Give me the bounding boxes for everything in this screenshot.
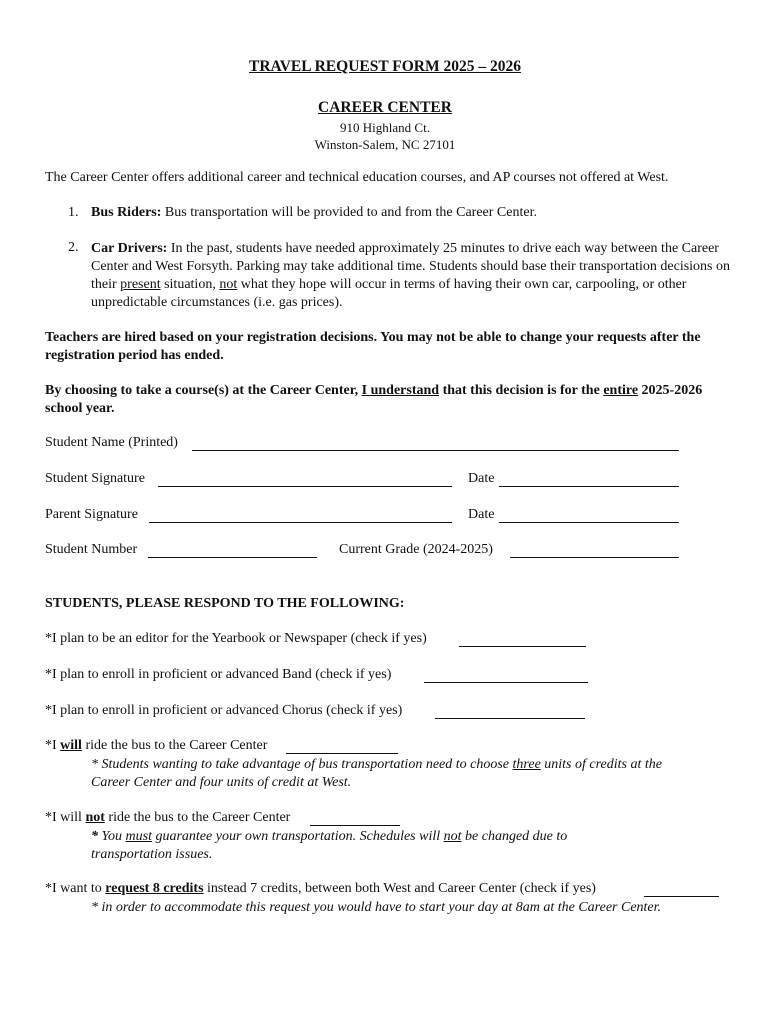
bus-not-b: ride the bus to the Career Center — [104, 810, 291, 825]
date-1-field[interactable] — [499, 486, 679, 487]
student-signature-field[interactable] — [158, 486, 452, 487]
band-check-field[interactable] — [424, 682, 588, 683]
credits-emphasis: request 8 credits — [105, 881, 204, 896]
current-grade-label: Current Grade (2024-2025) — [339, 542, 493, 557]
bus-not-note-star: * — [91, 829, 98, 844]
bus-not-note-a: You — [98, 829, 126, 844]
credits-label — [45, 881, 596, 897]
item-2-text-b: situation, — [160, 277, 220, 292]
bus-will-b: ride the bus to the Career Center — [81, 738, 268, 753]
notice-commitment — [45, 382, 710, 418]
address-line-1: 910 Highland Ct. — [340, 120, 430, 135]
bus-not-note-b: guarantee your own transportation. Schedules will — [151, 829, 444, 844]
bus-will-emphasis: will — [60, 738, 82, 753]
chorus-label: *I plan to enroll in proficient or advanced Chorus (check if yes) — [45, 703, 403, 718]
bus-will-note-three: three — [512, 757, 541, 772]
item-2-text-c: what they hope will occur in terms of having their own car, carpooling, or other unpredictable circumstances (i.e. gas prices). — [91, 277, 687, 310]
intro-text: The Career Center offers additional career and technical education courses, and AP courses not offered at West. — [45, 170, 669, 185]
date-2-field[interactable] — [499, 522, 679, 523]
parent-signature-label: Parent Signature — [45, 507, 138, 522]
item-1-text: Bus transportation will be provided to and from the Career Center. — [161, 205, 537, 220]
bus-not-emphasis: not — [85, 810, 105, 825]
parent-signature-field[interactable] — [149, 522, 452, 523]
address-line-2: Winston-Salem, NC 27101 — [314, 137, 456, 152]
bus-not-note-not: not — [443, 829, 462, 844]
credits-check-field[interactable] — [644, 896, 719, 897]
notice-commitment-a: By choosing to take a course(s) at the Career Center, — [45, 383, 362, 398]
notice-commitment-b: that this decision is for the — [439, 383, 604, 398]
notice-i-understand: I understand — [361, 383, 440, 398]
date-1-label: Date — [468, 471, 495, 486]
item-2-text-a: In the past, students have needed approximately 25 minutes to drive each way between the Career Center and West Forsyth. Parking may take additional time. Students should base their transportation decisions on their — [91, 241, 731, 292]
item-2-not: not — [219, 277, 238, 292]
band-label: *I plan to enroll in proficient or advanced Band (check if yes) — [45, 667, 392, 682]
item-2 — [91, 240, 731, 312]
bus-not-note-must: must — [125, 829, 152, 844]
chorus-check-field[interactable] — [435, 718, 585, 719]
item-1-label: Bus Riders: — [91, 205, 162, 220]
credits-b: instead 7 credits, between both West and Career Center (check if yes) — [203, 881, 596, 896]
date-2-label: Date — [468, 507, 495, 522]
yearbook-check-field[interactable] — [459, 646, 586, 647]
center-name: CAREER CENTER — [318, 99, 452, 116]
item-2-label: Car Drivers: — [91, 241, 168, 256]
item-1 — [91, 205, 537, 221]
respond-heading: STUDENTS, PLEASE RESPOND TO THE FOLLOWING: — [45, 596, 405, 611]
student-signature-label: Student Signature — [45, 471, 145, 486]
bus-will-note-b: units of credits at the Career Center and four units of credit at West. — [91, 757, 662, 790]
bus-will-check-field[interactable] — [286, 753, 398, 754]
current-grade-field[interactable] — [510, 557, 679, 558]
notice-entire: entire — [603, 383, 639, 398]
item-2-present: present — [120, 277, 161, 292]
item-2-number: 2. — [68, 240, 79, 255]
bus-not-note — [91, 828, 621, 864]
yearbook-label: *I plan to be an editor for the Yearbook or Newspaper (check if yes) — [45, 631, 427, 646]
student-name-field[interactable] — [192, 450, 679, 451]
student-number-field[interactable] — [148, 557, 317, 558]
credits-note: * in order to accommodate this request you would have to start your day at 8am at the Career Center. — [91, 900, 662, 915]
student-number-label: Student Number — [45, 542, 138, 557]
bus-will-note — [91, 756, 701, 792]
item-1-number: 1. — [68, 205, 79, 220]
bus-not-check-field[interactable] — [310, 825, 400, 826]
credits-a: *I want to — [45, 881, 106, 896]
form-title: TRAVEL REQUEST FORM 2025 – 2026 — [248, 58, 521, 75]
notice-commitment-c: 2025-2026 school year. — [45, 383, 703, 416]
student-name-label: Student Name (Printed) — [45, 435, 178, 450]
bus-not-a: *I will — [45, 810, 86, 825]
bus-will-a: *I — [45, 738, 61, 753]
bus-not-note-c: be changed due to transportation issues. — [91, 829, 568, 862]
notice-teachers: Teachers are hired based on your registration decisions. You may not be able to change your requests after the registration period has ended. — [45, 330, 701, 363]
bus-not-label — [45, 810, 290, 826]
bus-will-label — [45, 738, 267, 754]
bus-will-note-a: * Students wanting to take advantage of bus transportation need to choose — [91, 757, 513, 772]
